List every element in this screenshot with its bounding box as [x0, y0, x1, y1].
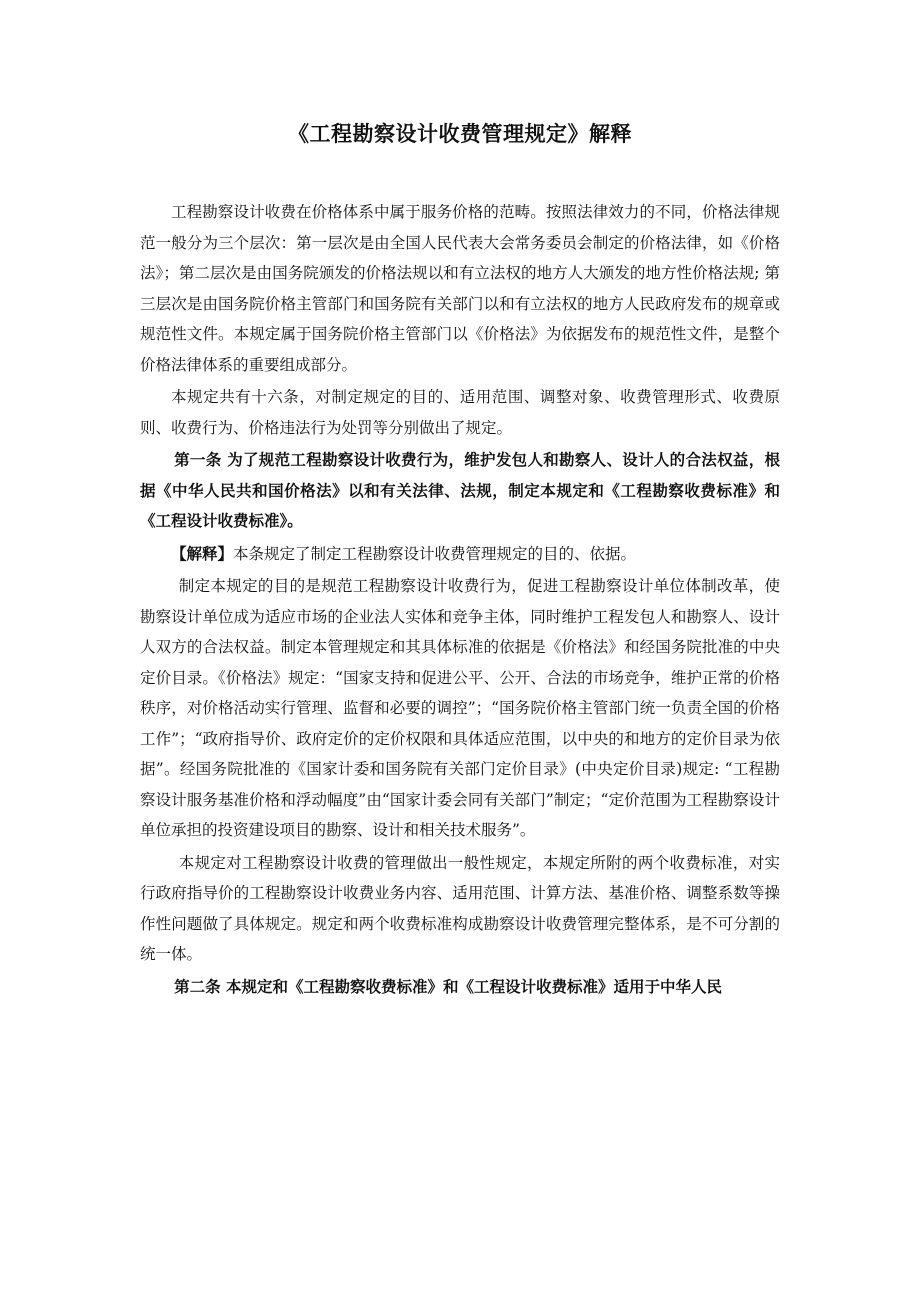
explanation-label: 【解释】 — [171, 543, 234, 563]
article-two: 第二条 本规定和《工程勘察收费标准》和《工程设计收费标准》适用于中华人民 — [174, 976, 722, 996]
paragraph-overview: 本规定共有十六条，对制定规定的目的、适用范围、调整对象、收费管理形式、收费原则、收费行为、价格违法行为处罚等分别做出了规定。 — [140, 388, 780, 437]
paragraph-general-provisions: 本规定对工程勘察设计收费的管理做出一般性规定，本规定所附的两个收费标准，对实行政府指导价的工程勘察设计收费业务内容、适用范围、计算方法、基准价格、调整系数等操作性问题做了具体规定。规定和两个收费标准构成勘察设计收费管理完整体系，是不可分割的统一体。 — [140, 853, 780, 963]
explanation-paragraph — [140, 539, 780, 570]
document-body — [140, 197, 780, 1002]
explanation-text: 本条规定了制定工程勘察设计收费管理规定的目的、依据。 — [233, 544, 637, 563]
document-title: 《工程勘察设计收费管理规定》解释 — [288, 121, 632, 146]
paragraph-price-law-levels: 工程勘察设计收费在价格体系中属于服务价格的范畴。按照法律效力的不同，价格法律规范一般分为三个层次：第一层次是由全国人民代表大会常务委员会制定的价格法律，如《价格法》；第二层次是由国务院颁发的价格法规以和有立法权的地方人大颁发的地方性价格法规; 第三层次是由国务院价格主管部门和国务院有关部门以和有立法权的地方人民政府发布的规章或规范性文件。本规定属于国务院价格主管部门以《价格法》为依据发布的规范性文件，是整个价格法律体系的重要组成部分。 — [140, 203, 780, 374]
paragraph-purpose-basis: 制定本规定的目的是规范工程勘察设计收费行为，促进工程勘察设计单位体制改革，使勘察设计单位成为适应市场的企业法人实体和竞争主体，同时维护工程发包人和勘察人、设计人双方的合法权益。制定本管理规定和其具体标准的依据是《价格法》和经国务院批准的中央定价目录。《价格法》规定：“国家支持和促进公平、公开、合法的市场竞争，维护正常的价格秩序，对价格活动实行管理、监督和必要的调控”；“国务院价格主管部门统一负责全国的价格工作”；“政府指导价、政府定价的定价权限和具体适应范围，以中央的和地方的定价目录为依据”。经国务院批准的《国家计委和国务院有关部门定价目录》(中央定价目录)规定: “工程勘察设计服务基准价格和浮动幅度”由“国家计委会同有关部门”制定；“定价范围为工程勘察设计单位承担的投资建设项目的勘察、设计和相关技术服务”。 — [140, 577, 780, 839]
article-one: 第一条 为了规范工程勘察设计收费行为，维护发包人和勘察人、设计人的合法权益，根据《中华人民共和国价格法》以和有关法律、法规，制定本规定和《工程勘察收费标准》和《工程设计收费标准》。 — [140, 450, 780, 530]
